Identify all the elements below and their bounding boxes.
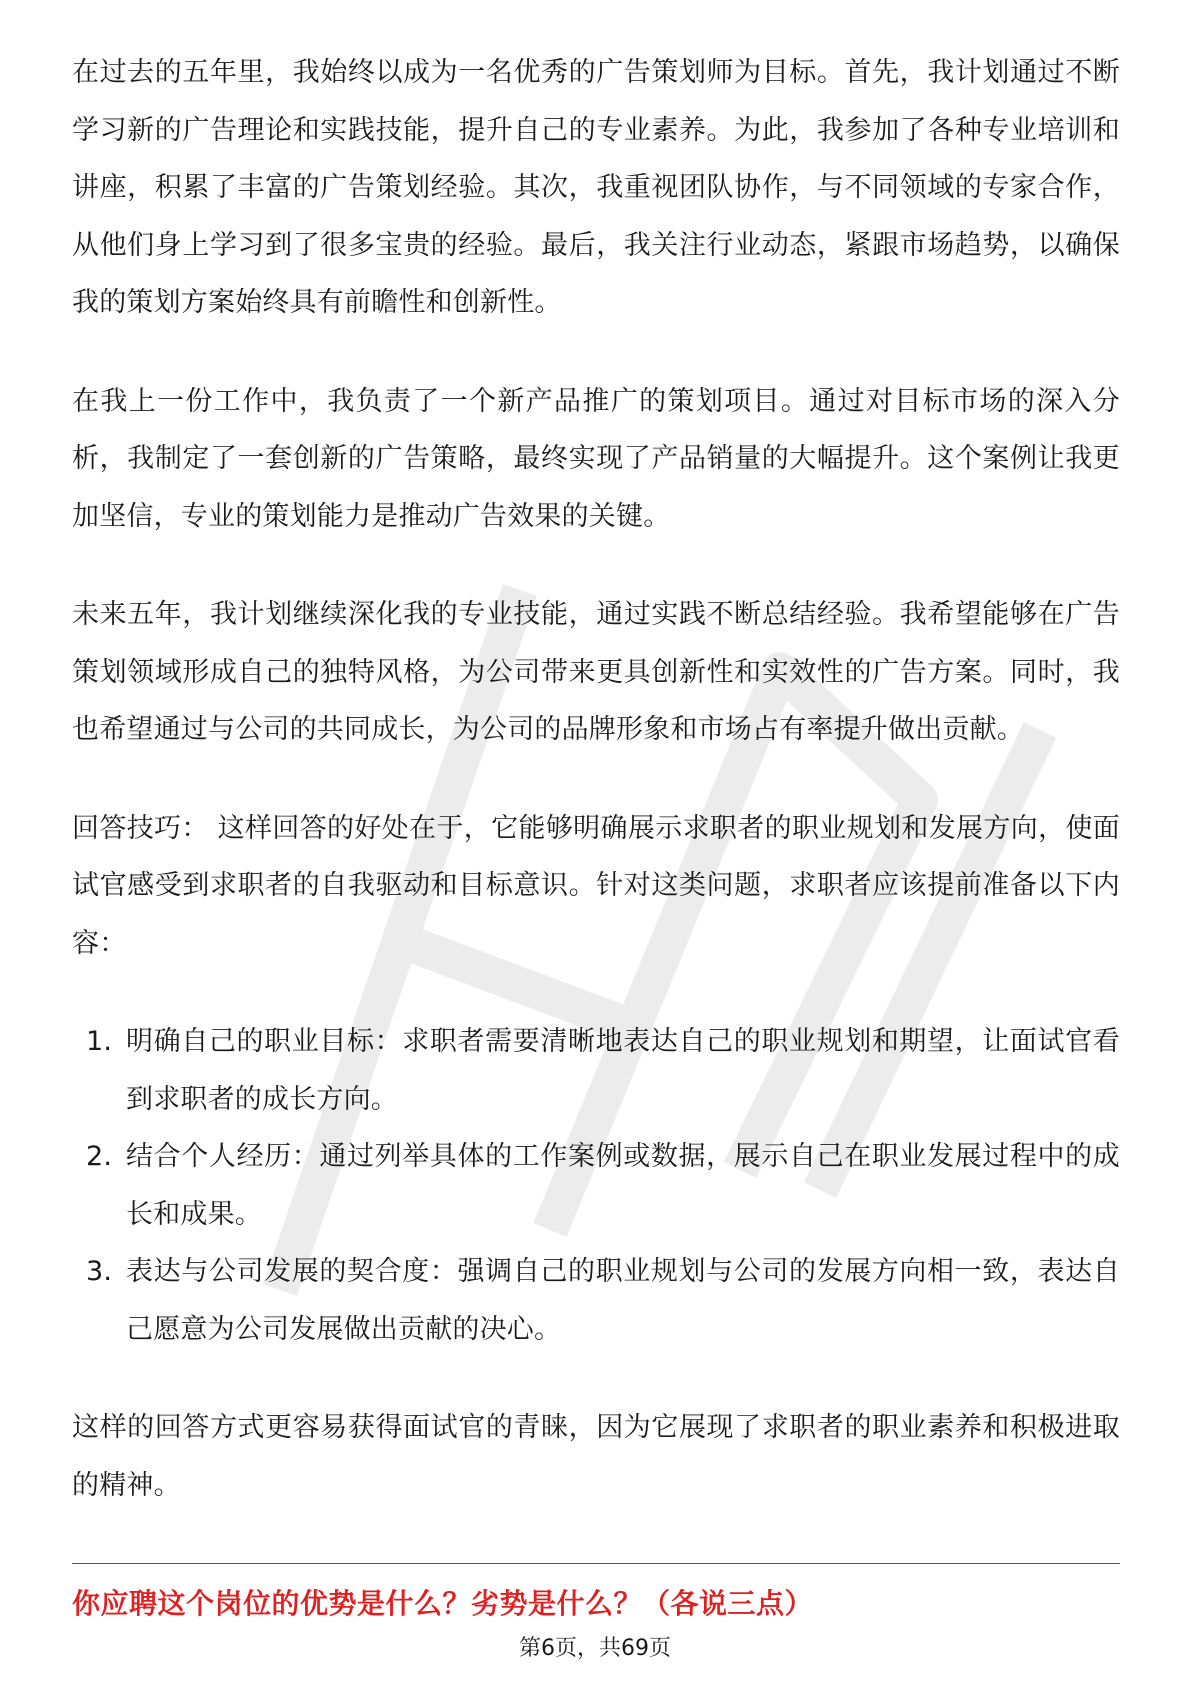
- list-item: [72, 1243, 1120, 1358]
- document-body: [72, 44, 1120, 1555]
- section-divider: [72, 1563, 1120, 1564]
- list-item-text: 表达与公司发展的契合度：强调自己的职业规划与公司的发展方向相一致，表达自己愿意为公司发展做出贡献的决心。: [126, 1256, 1120, 1345]
- paragraph-closing: 这样的回答方式更容易获得面试官的青睐，因为它展现了求职者的职业素养和积极进取的精神。: [72, 1412, 1120, 1501]
- list-item-text: 明确自己的职业目标：求职者需要清晰地表达自己的职业规划和期望，让面试官看到求职者的成长方向。: [126, 1026, 1120, 1115]
- page-number: 第6页，共69页: [519, 1636, 671, 1661]
- list-item-number: 2.: [86, 1141, 113, 1172]
- paragraph-answer-tips: 回答技巧： 这样回答的好处在于，它能够明确展示求职者的职业规划和发展方向，使面试官感受到求职者的自我驱动和目标意识。针对这类问题，求职者应该提前准备以下内容：: [72, 812, 1120, 959]
- list-item-number: 1.: [86, 1026, 113, 1057]
- paragraph-previous-job: 在我上一份工作中，我负责了一个新产品推广的策划项目。通过对目标市场的深入分析，我制定了一套创新的广告策略，最终实现了产品销量的大幅提升。这个案例让我更加坚信，专业的策划能力是推动广告效果的关键。: [72, 385, 1120, 532]
- paragraph-career-goal: 在过去的五年里，我始终以成为一名优秀的广告策划师为目标。首先，我计划通过不断学习新的广告理论和实践技能，提升自己的专业素养。为此，我参加了各种专业培训和讲座，积累了丰富的广告策划经验。其次，我重视团队协作，与不同领域的专家合作，从他们身上学习到了很多宝贵的经验。最后，我关注行业动态，紧跟市场趋势，以确保我的策划方案始终具有前瞻性和创新性。: [72, 57, 1120, 318]
- tips-list: [72, 1013, 1120, 1358]
- list-item-text: 结合个人经历：通过列举具体的工作案例或数据，展示自己在职业发展过程中的成长和成果。: [126, 1141, 1120, 1230]
- list-item: [72, 1128, 1120, 1243]
- next-question-heading: 你应聘这个岗位的优势是什么？劣势是什么？（各说三点）: [72, 1587, 814, 1620]
- list-item: [72, 1013, 1120, 1128]
- list-item-number: 3.: [86, 1256, 113, 1287]
- paragraph-future-plan: 未来五年，我计划继续深化我的专业技能，通过实践不断总结经验。我希望能够在广告策划领域形成自己的独特风格，为公司带来更具创新性和实效性的广告方案。同时，我也希望通过与公司的共同成长，为公司的品牌形象和市场占有率提升做出贡献。: [72, 599, 1120, 745]
